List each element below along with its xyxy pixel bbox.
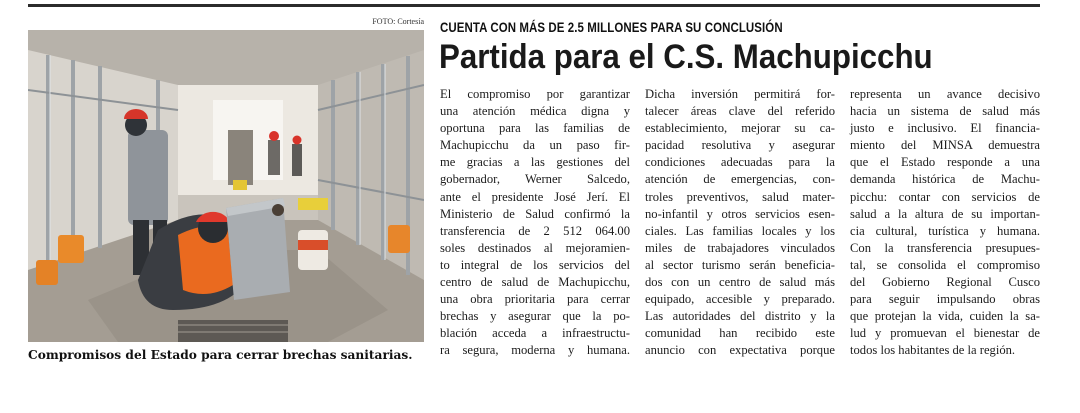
text-line: gobernador, Werner Salcedo, xyxy=(440,172,630,187)
text-line: del Gobierno Regional Cusco xyxy=(850,275,1040,290)
text-line: ra segura, moderna y humana. xyxy=(440,343,630,358)
text-line: lud y promuevan el bienestar de xyxy=(850,326,1040,341)
text-line: ante el presidente José Jerí. El xyxy=(440,189,630,204)
text-line: miles de trabajadores vinculados xyxy=(645,240,835,255)
text-line: condiciones adecuadas para la xyxy=(645,155,835,170)
text-line: dos con un centro de salud más xyxy=(645,275,835,290)
text-line: brechas y asegurar que la po- xyxy=(440,309,630,324)
top-rule xyxy=(28,4,1040,7)
text-line: todos los habitantes de la región. xyxy=(850,343,1016,358)
text-line: miento del MINSA demuestra xyxy=(850,138,1040,153)
article-column-2 xyxy=(645,86,835,360)
text-line: no-infantil y otros servicios esen- xyxy=(645,206,835,221)
text-line: centro de salud de Machupicchu, xyxy=(440,275,630,290)
article-column-1 xyxy=(440,86,630,360)
text-line: cia cultural, turística y humana. xyxy=(850,223,1040,238)
text-line: anuncio con expectativa porque xyxy=(645,343,835,358)
text-line: Las autoridades del distrito y la xyxy=(645,309,835,324)
text-line: soles destinados al mejoramien- xyxy=(440,240,630,255)
text-line: Machupicchu da un paso fir- xyxy=(440,138,630,153)
article-column-3 xyxy=(850,86,1040,360)
text-line: Ministerio de Salud confirmó la xyxy=(440,206,630,221)
text-line: establecimiento, mejorar su ca- xyxy=(645,121,835,136)
text-line: salud a la altura de su importan- xyxy=(850,206,1040,221)
text-line: talecer áreas clave del referido xyxy=(645,104,835,119)
text-line: para seguir impulsando obras xyxy=(850,292,1040,307)
text-line: al sector turismo serán beneficia- xyxy=(645,257,835,272)
text-line: que el Estado responde a una xyxy=(850,155,1040,170)
text-line: una obra prioritaria para cerrar xyxy=(440,292,630,307)
photo-credit: FOTO: Cortesía xyxy=(372,17,424,26)
text-line: tal, se consolida el compromiso xyxy=(850,257,1040,272)
text-line: equipado, accesible y preparado. xyxy=(645,292,835,307)
text-line: transferencia de 2 512 064.00 xyxy=(440,223,630,238)
text-line: comunidad han recibido este xyxy=(645,326,835,341)
text-line: blación acceda a infraestructu- xyxy=(440,326,630,341)
text-line: Dicha inversión permitirá for- xyxy=(645,87,835,101)
text-line: to integral de los servicios del xyxy=(440,257,630,272)
text-line: justo e inclusivo. El financia- xyxy=(850,121,1040,136)
text-line: que protejan la vida, cuiden la sa- xyxy=(850,309,1040,324)
text-line: demanda histórica de Machu- xyxy=(850,172,1040,187)
kicker: CUENTA CON MÁS DE 2.5 MILLONES PARA SU CONCLUSIÓN xyxy=(440,19,783,35)
text-line: hacia un sistema de salud más xyxy=(850,104,1040,119)
text-line: me gracias a las gestiones del xyxy=(440,155,630,170)
text-line: troles preventivos, salud mater- xyxy=(645,189,835,204)
construction-photo xyxy=(28,30,424,342)
text-line: atención de emergencias, con- xyxy=(645,172,835,187)
text-line: El compromiso por garantizar xyxy=(440,87,630,101)
text-line: oportuna para las familias de xyxy=(440,121,630,136)
text-line: Con la transferencia presupues- xyxy=(850,240,1040,255)
photo-caption: Compromisos del Estado para cerrar brechas sanitarias. xyxy=(28,348,413,362)
text-line: una atención médica digna y xyxy=(440,104,630,119)
text-line: ciales. Las familias locales y los xyxy=(645,223,835,238)
text-line: pacidad resolutiva y asegurar xyxy=(645,138,835,153)
text-line: representa un avance decisivo xyxy=(850,87,1040,101)
text-line: picchu: contar con servicios de xyxy=(850,189,1040,204)
headline: Partida para el C.S. Machupicchu xyxy=(439,38,933,76)
